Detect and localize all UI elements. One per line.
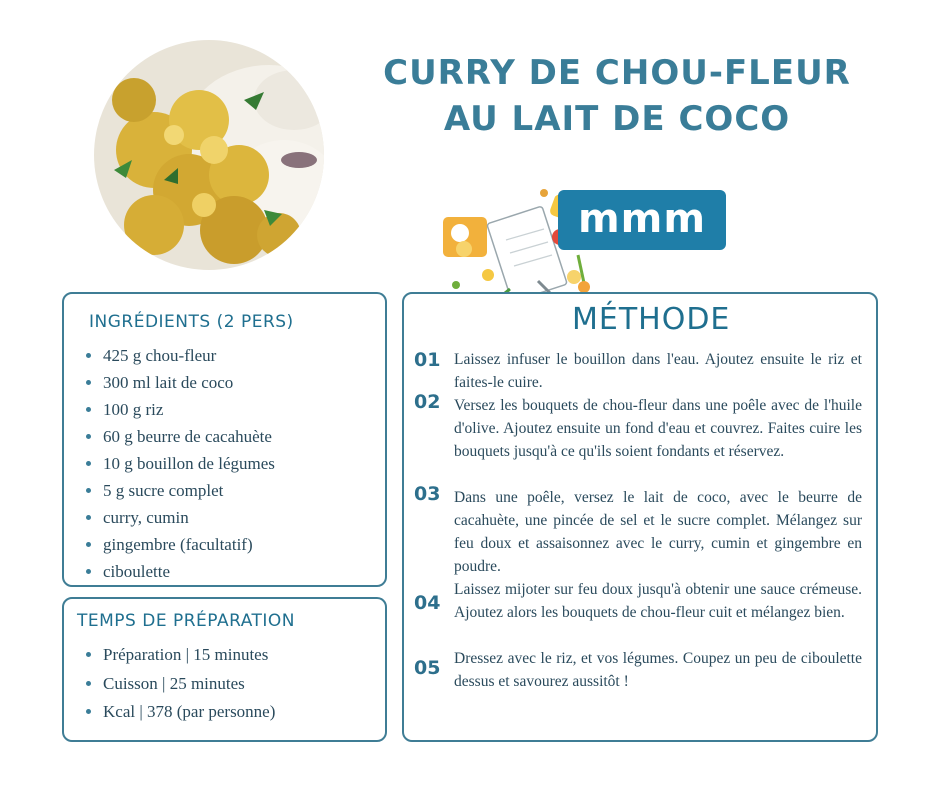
bullet-icon	[86, 515, 91, 520]
ingredient-item: 10 g bouillon de légumes	[84, 450, 275, 477]
ingredient-item: 100 g riz	[84, 396, 275, 423]
bullet-icon	[86, 569, 91, 574]
ingredient-item: 300 ml lait de coco	[84, 369, 275, 396]
ingredients-box	[62, 292, 387, 587]
bullet-icon	[86, 461, 91, 466]
bullet-icon	[86, 542, 91, 547]
dish-photo-image	[94, 40, 324, 270]
step-number: 05	[414, 657, 441, 679]
recipe-title-line-1: CURRY DE CHOU-FLEUR	[383, 53, 851, 93]
prep-time-item: Kcal | 378 (par personne)	[84, 698, 275, 727]
mmm-badge: mmm	[558, 190, 726, 250]
bullet-icon	[86, 488, 91, 493]
bullet-icon	[86, 709, 91, 714]
recipe-title	[372, 50, 862, 142]
ingredient-item: curry, cumin	[84, 504, 275, 531]
ingredient-item: 60 g beurre de cacahuète	[84, 423, 275, 450]
prep-time-heading: TEMPS DE PRÉPARATION	[77, 611, 296, 631]
bullet-icon	[86, 380, 91, 385]
step-text: Versez les bouquets de chou-fleur dans une poêle avec de l'huile d'olive. Ajoutez ensuite un fond d'eau et couvrez. Faites cuire les bouquets jusqu'à ce qu'ils soient fondants et réservez.	[454, 397, 862, 460]
ingredient-item: 425 g chou-fleur	[84, 342, 275, 369]
prep-time-item: Préparation | 15 minutes	[84, 641, 275, 670]
step-text: Laissez mijoter sur feu doux jusqu'à obtenir une sauce crémeuse. Ajoutez alors les bouquets de chou-fleur cuit et mélangez bien.	[454, 581, 862, 621]
bullet-icon	[86, 407, 91, 412]
step-number: 02	[414, 391, 441, 413]
ingredient-item: 5 g sucre complet	[84, 477, 275, 504]
step-text: Dans une poêle, versez le lait de coco, avec le beurre de cacahuète, une pincée de sel et le sucre complet. Mélangez sur feu doux et assaisonnez avec le curry, cumin et gingembre en poudre.	[454, 489, 862, 575]
step-text: Dressez avec le riz, et vos légumes. Coupez un peu de ciboulette dessus et savourez aussitôt !	[454, 650, 862, 690]
prep-time-box	[62, 597, 387, 742]
step-text: Laissez infuser le bouillon dans l'eau. Ajoutez ensuite le riz et faites-le cuire.	[454, 351, 862, 391]
ingredient-item: ciboulette	[84, 558, 275, 585]
step-number: 01	[414, 349, 441, 371]
prep-time-item: Cuisson | 25 minutes	[84, 670, 275, 699]
step-number: 03	[414, 483, 441, 505]
bullet-icon	[86, 681, 91, 686]
prep-time-list	[84, 641, 275, 727]
dish-photo	[94, 40, 324, 270]
method-box	[402, 292, 878, 742]
recipe-title-line-2: AU LAIT DE COCO	[443, 99, 791, 139]
ingredient-item: gingembre (facultatif)	[84, 531, 275, 558]
step-number: 04	[414, 592, 441, 614]
bullet-icon	[86, 434, 91, 439]
bullet-icon	[86, 652, 91, 657]
ingredients-list	[84, 342, 275, 585]
ingredients-heading: INGRÉDIENTS (2 PERS)	[89, 312, 294, 332]
bullet-icon	[86, 353, 91, 358]
method-heading: MÉTHODE	[572, 302, 731, 337]
